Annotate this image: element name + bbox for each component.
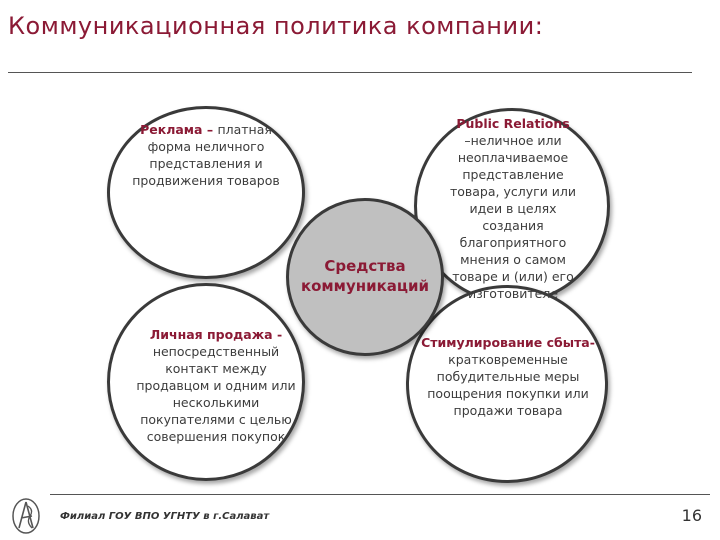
advertising-text: Реклама – платная форма неличного представления и продвижения товаров: [132, 122, 280, 188]
sales-promotion-text: [410, 334, 606, 419]
page-number: 16: [681, 506, 702, 525]
sales-promotion-description: кратковременные побудительные меры поощрения покупки или продажи товара: [427, 352, 589, 418]
personal-selling-description: непосредственный контакт между продавцом и одним или несколькими покупателями с целью совершения покупок: [136, 344, 296, 444]
public-relations-description: –неличное или неоплачиваемое представление товара, услуги или идеи в целях создания благоприятного мнения о самом товаре и (или) его изготовителе: [449, 133, 577, 301]
footer-divider: [50, 494, 710, 495]
center-label: Средства коммуникаций: [300, 257, 430, 295]
public-relations-heading: Public Relations: [456, 116, 570, 131]
footer-organization: Филиал ГОУ ВПО УГНТУ в г.Салават: [60, 511, 270, 522]
title-divider: [8, 72, 692, 73]
sales-promotion-heading: Стимулирование сбыта-: [421, 335, 595, 350]
advertising-heading: Реклама: [140, 122, 203, 137]
personal-selling-text: [131, 326, 301, 445]
advertising-description: платная форма неличного представления и продвижения товаров: [132, 122, 280, 188]
page-title: Коммуникационная политика компании:: [8, 12, 544, 40]
university-logo-icon: [6, 496, 46, 536]
public-relations-text: [440, 115, 586, 302]
personal-selling-heading: Личная продажа -: [149, 327, 283, 342]
